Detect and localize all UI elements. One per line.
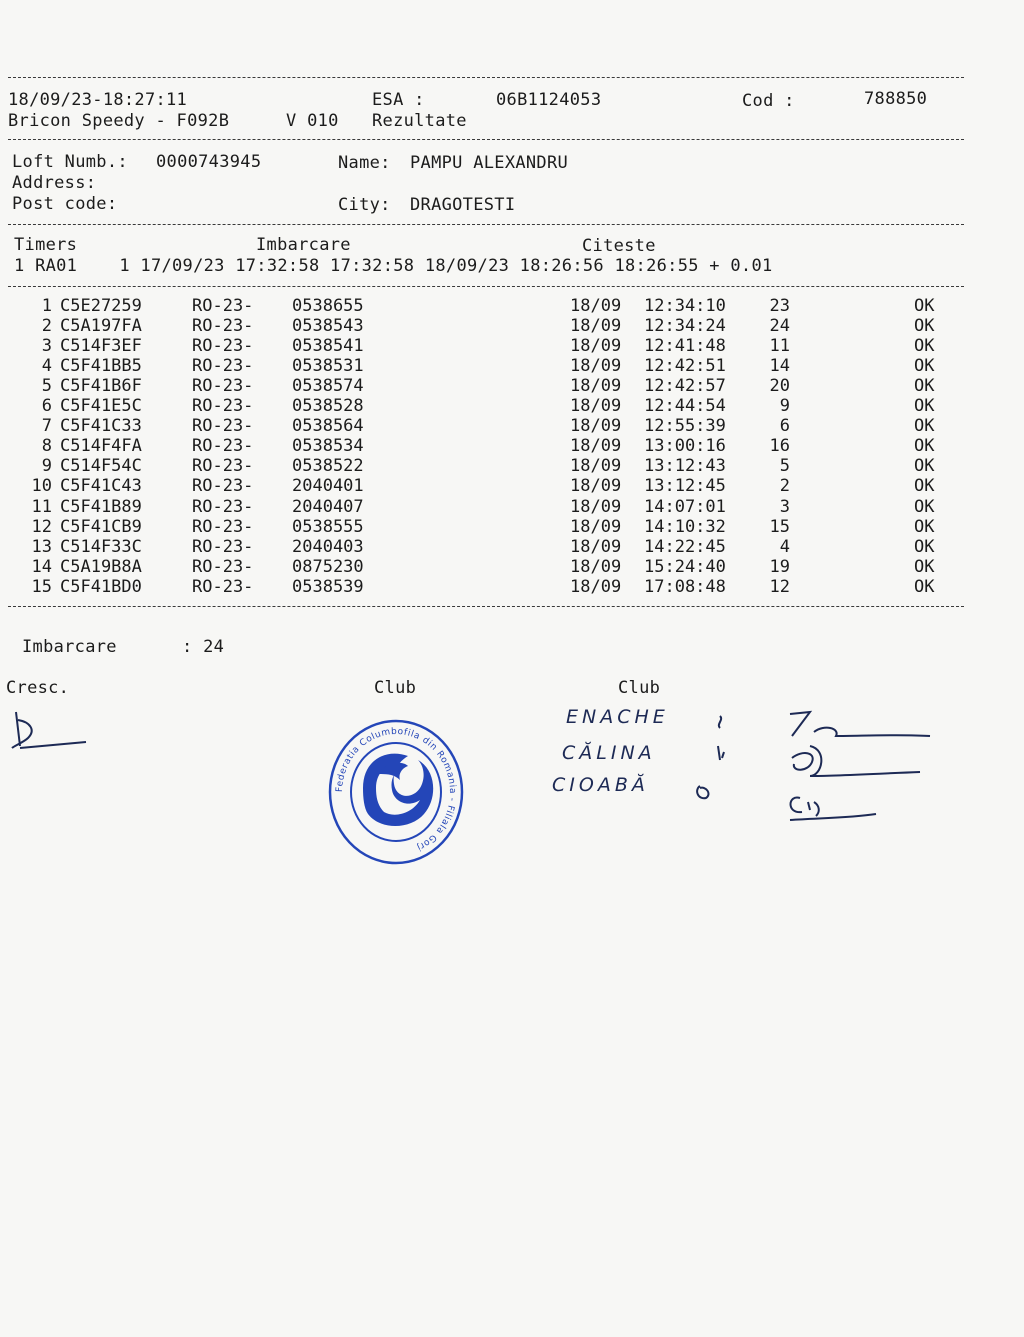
ring-number: 0538539	[292, 576, 364, 597]
cod-value: 788850	[864, 89, 928, 109]
club-label-1: Club	[374, 678, 417, 698]
loft-number-value: 0000743945	[156, 152, 262, 172]
crescator-label: Cresc.	[6, 678, 70, 698]
arrival-date: 18/09	[570, 436, 622, 457]
row-number: 7	[41, 416, 52, 437]
status-ok: OK	[914, 396, 935, 417]
ring-prefix: RO-23-	[192, 476, 254, 497]
postcode-label: Post code:	[12, 194, 118, 214]
name-value: PAMPU ALEXANDRU	[410, 153, 569, 173]
status-ok: OK	[914, 416, 935, 437]
chip-id: C5F41E5C	[60, 396, 142, 417]
rezultate-title: Rezultate	[372, 111, 467, 131]
arrival-time: 15:24:40	[644, 556, 726, 577]
chip-id: C514F54C	[60, 456, 142, 477]
separator-line	[8, 286, 964, 287]
status-ok: OK	[914, 336, 935, 357]
breeder-signature	[6, 706, 96, 756]
separator-line	[8, 224, 964, 225]
status-ok: OK	[914, 576, 935, 597]
ring-prefix: RO-23-	[192, 376, 254, 397]
row-number: 4	[41, 356, 52, 377]
chip-id: C514F33C	[60, 536, 142, 557]
arrival-date: 18/09	[570, 576, 622, 597]
row-number: 3	[41, 336, 52, 357]
status-ok: OK	[914, 516, 935, 537]
basket-position: 14	[769, 356, 790, 377]
ring-prefix: RO-23-	[192, 556, 254, 577]
row-number: 13	[31, 536, 52, 557]
cod-label: Cod :	[742, 91, 795, 111]
ring-number: 0538564	[292, 416, 364, 437]
device-version: V 010	[286, 111, 339, 131]
esa-label: ESA :	[372, 90, 425, 110]
basket-position: 19	[769, 556, 790, 577]
separator-line	[8, 606, 964, 607]
row-number: 5	[41, 376, 52, 397]
table-row	[0, 517, 1000, 537]
arrival-date: 18/09	[570, 536, 622, 557]
table-row	[0, 476, 1000, 496]
loft-number-label: Loft Numb.:	[12, 152, 128, 172]
status-ok: OK	[914, 436, 935, 457]
device-name: Bricon Speedy - F092B	[8, 111, 230, 131]
esa-value: 06B1124053	[496, 90, 602, 110]
ring-prefix: RO-23-	[192, 456, 254, 477]
ring-prefix: RO-23-	[192, 536, 254, 557]
ring-prefix: RO-23-	[192, 516, 254, 537]
row-number: 1	[41, 296, 52, 316]
table-row	[0, 296, 1000, 316]
status-ok: OK	[914, 356, 935, 377]
table-row	[0, 497, 1000, 517]
name-label: Name:	[338, 153, 391, 173]
arrival-time: 13:00:16	[644, 436, 726, 457]
table-row	[0, 577, 1000, 597]
ring-number: 0875230	[292, 556, 364, 577]
table-row	[0, 356, 1000, 376]
basket-position: 16	[769, 436, 790, 457]
basket-position: 23	[769, 296, 790, 316]
ring-prefix: RO-23-	[192, 436, 254, 457]
chip-id: C5E27259	[60, 296, 142, 316]
city-value: DRAGOTESTI	[410, 195, 516, 215]
chip-id: C5F41CB9	[60, 516, 142, 537]
club-signatures	[780, 706, 940, 836]
handwritten-name-2: CĂLINA	[562, 742, 656, 764]
arrival-date: 18/09	[570, 516, 622, 537]
arrival-time: 12:42:57	[644, 376, 726, 397]
ring-number: 2040401	[292, 476, 364, 497]
ring-number: 0538522	[292, 456, 364, 477]
table-row	[0, 376, 1000, 396]
arrival-time: 14:10:32	[644, 516, 726, 537]
arrival-date: 18/09	[570, 316, 622, 337]
ring-prefix: RO-23-	[192, 396, 254, 417]
table-row	[0, 316, 1000, 336]
arrival-date: 18/09	[570, 416, 622, 437]
ring-number: 0538543	[292, 316, 364, 337]
arrival-time: 12:44:54	[644, 396, 726, 417]
ring-number: 0538555	[292, 516, 364, 537]
city-label: City:	[338, 195, 391, 215]
arrival-time: 14:22:45	[644, 536, 726, 557]
arrival-date: 18/09	[570, 556, 622, 577]
address-label: Address:	[12, 173, 97, 193]
chip-id: C5F41B6F	[60, 376, 142, 397]
ring-number: 0538655	[292, 296, 364, 316]
ring-number: 0538541	[292, 336, 364, 357]
arrival-date: 18/09	[570, 476, 622, 497]
ring-prefix: RO-23-	[192, 576, 254, 597]
ring-number: 2040407	[292, 496, 364, 517]
status-ok: OK	[914, 376, 935, 397]
ring-prefix: RO-23-	[192, 296, 254, 316]
arrival-time: 12:55:39	[644, 416, 726, 437]
club-label-2: Club	[618, 678, 661, 698]
chip-id: C5F41C33	[60, 416, 142, 437]
basket-position: 4	[779, 536, 790, 557]
status-ok: OK	[914, 296, 935, 316]
status-ok: OK	[914, 556, 935, 577]
separator-line	[8, 139, 964, 140]
basket-position: 9	[779, 396, 790, 417]
chip-id: C514F4FA	[60, 436, 142, 457]
chip-id: C5F41BB5	[60, 356, 142, 377]
ring-number: 0538534	[292, 436, 364, 457]
svg-text:Federatia Columbofila din Roma	[335, 727, 457, 852]
basket-position: 2	[779, 476, 790, 497]
ring-prefix: RO-23-	[192, 496, 254, 517]
row-number: 10	[31, 476, 52, 497]
chip-id: C5A197FA	[60, 316, 142, 337]
handwritten-name-3: CIOABĂ	[552, 774, 649, 796]
basket-position: 11	[769, 336, 790, 357]
arrival-date: 18/09	[570, 376, 622, 397]
arrival-date: 18/09	[570, 356, 622, 377]
table-row	[0, 396, 1000, 416]
separator-line	[8, 77, 964, 78]
arrival-time: 17:08:48	[644, 576, 726, 597]
basket-position: 12	[769, 576, 790, 597]
stamp-ring-text: Federatia Columbofila din Romania - Filiala Gorj	[334, 726, 458, 853]
arrival-time: 12:34:10	[644, 296, 726, 316]
ring-prefix: RO-23-	[192, 356, 254, 377]
arrival-time: 13:12:43	[644, 456, 726, 477]
imbarcare-total-label: Imbarcare	[22, 637, 117, 657]
table-row	[0, 416, 1000, 436]
chip-id: C5A19B8A	[60, 556, 142, 577]
imbarcare-header: Imbarcare	[256, 235, 351, 255]
ring-prefix: RO-23-	[192, 316, 254, 337]
handwritten-name-1: ENACHE	[566, 706, 669, 728]
basket-position: 5	[779, 456, 790, 477]
citeste-header: Citeste	[582, 236, 656, 256]
row-number: 14	[31, 556, 52, 577]
basket-position: 3	[779, 496, 790, 517]
status-ok: OK	[914, 456, 935, 477]
row-number: 15	[31, 576, 52, 597]
timer-line: 1 RA01 1 17/09/23 17:32:58 17:32:58 18/09/23 18:26:56 18:26:55 + 0.01	[14, 256, 773, 276]
chip-id: C5F41B89	[60, 496, 142, 517]
table-row	[0, 456, 1000, 476]
club-stamp	[328, 718, 464, 866]
table-row	[0, 436, 1000, 456]
basket-position: 24	[769, 316, 790, 337]
arrival-date: 18/09	[570, 456, 622, 477]
basket-position: 20	[769, 376, 790, 397]
chip-id: C5F41BD0	[60, 576, 142, 597]
arrival-time: 12:41:48	[644, 336, 726, 357]
arrival-time: 14:07:01	[644, 496, 726, 517]
chip-id: C5F41C43	[60, 476, 142, 497]
handwritten-marks	[680, 706, 740, 806]
table-row	[0, 557, 1000, 577]
imbarcare-total-value: : 24	[182, 637, 225, 657]
row-number: 12	[31, 516, 52, 537]
basket-position: 15	[769, 516, 790, 537]
arrival-date: 18/09	[570, 296, 622, 316]
status-ok: OK	[914, 476, 935, 497]
arrival-time: 13:12:45	[644, 476, 726, 497]
ring-number: 0538531	[292, 356, 364, 377]
arrival-date: 18/09	[570, 336, 622, 357]
arrival-date: 18/09	[570, 496, 622, 517]
ring-number: 0538574	[292, 376, 364, 397]
table-row	[0, 336, 1000, 356]
status-ok: OK	[914, 536, 935, 557]
ring-number: 2040403	[292, 536, 364, 557]
arrival-time: 12:34:24	[644, 316, 726, 337]
ring-prefix: RO-23-	[192, 336, 254, 357]
row-number: 8	[41, 436, 52, 457]
chip-id: C514F3EF	[60, 336, 142, 357]
arrival-time: 12:42:51	[644, 356, 726, 377]
timers-label: Timers	[14, 235, 78, 255]
basket-position: 6	[779, 416, 790, 437]
row-number: 2	[41, 316, 52, 337]
ring-prefix: RO-23-	[192, 416, 254, 437]
row-number: 6	[41, 396, 52, 417]
arrival-date: 18/09	[570, 396, 622, 417]
status-ok: OK	[914, 496, 935, 517]
row-number: 9	[41, 456, 52, 477]
status-ok: OK	[914, 316, 935, 337]
ring-number: 0538528	[292, 396, 364, 417]
row-number: 11	[31, 496, 52, 517]
print-datetime: 18/09/23-18:27:11	[8, 90, 188, 110]
table-row	[0, 537, 1000, 557]
